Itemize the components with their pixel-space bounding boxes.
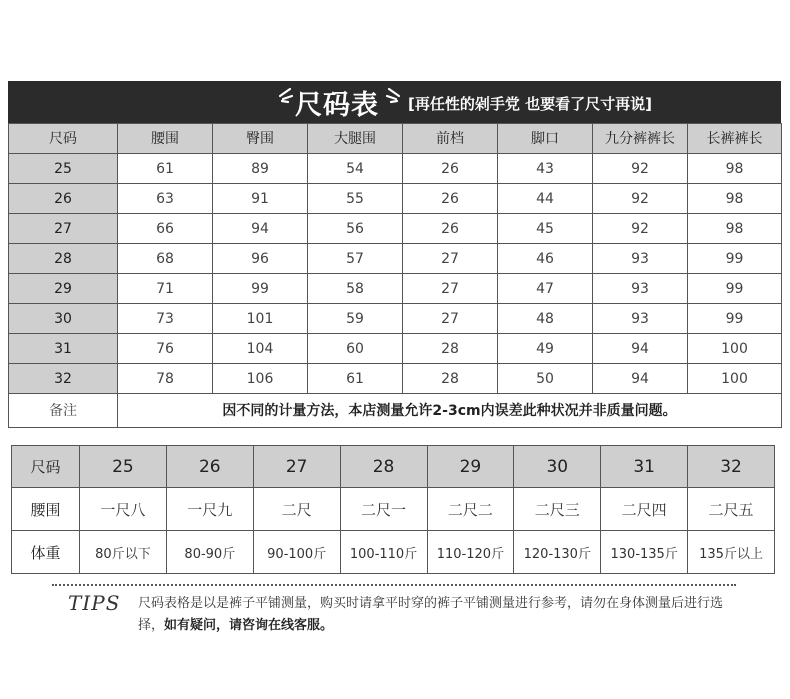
size-row [9, 304, 782, 334]
measure-cell: 91 [213, 184, 308, 214]
waist-cell: 二尺三 [514, 488, 601, 531]
size-row [12, 446, 775, 488]
measure-cell: 106 [213, 364, 308, 394]
measure-cell: 100 [688, 364, 782, 394]
header-cell: 脚口 [498, 124, 593, 154]
measure-cell: 78 [118, 364, 213, 394]
size-cell: 27 [253, 446, 340, 488]
weight-cell: 80斤以下 [80, 531, 167, 574]
size-cell: 26 [166, 446, 253, 488]
measure-cell: 99 [688, 304, 782, 334]
size-row [9, 244, 782, 274]
size-table [8, 123, 782, 428]
measure-cell: 94 [593, 364, 688, 394]
measure-cell: 73 [118, 304, 213, 334]
header-cell: 大腿围 [308, 124, 403, 154]
measure-cell: 61 [118, 154, 213, 184]
tips-label: TIPS [68, 591, 121, 615]
waist-row-label: 腰围 [12, 488, 80, 531]
measure-cell: 101 [213, 304, 308, 334]
size-table-header [9, 124, 782, 154]
measure-cell: 26 [403, 154, 498, 184]
measure-cell: 92 [593, 154, 688, 184]
size-cell: 31 [9, 334, 118, 364]
size-cell: 32 [9, 364, 118, 394]
measure-cell: 26 [403, 184, 498, 214]
measure-cell: 27 [403, 244, 498, 274]
measure-cell: 99 [213, 274, 308, 304]
dotted-divider [52, 584, 736, 586]
measure-cell: 76 [118, 334, 213, 364]
measure-cell: 47 [498, 274, 593, 304]
size-cell: 25 [9, 154, 118, 184]
measure-cell: 100 [688, 334, 782, 364]
header-cell: 尺码 [9, 124, 118, 154]
size-row [9, 364, 782, 394]
note-row [9, 394, 782, 428]
banner-title: 尺码表 [295, 90, 379, 121]
measure-cell: 93 [593, 244, 688, 274]
header-cell: 九分裤裤长 [593, 124, 688, 154]
measure-cell: 49 [498, 334, 593, 364]
waist-cell: 二尺四 [601, 488, 688, 531]
size-row-label: 尺码 [12, 446, 80, 488]
tips-contact: 如有疑问，请咨询在线客服。 [164, 618, 334, 633]
measure-cell: 92 [593, 214, 688, 244]
size-cell: 31 [601, 446, 688, 488]
size-cell: 30 [514, 446, 601, 488]
measure-cell: 54 [308, 154, 403, 184]
measure-cell: 48 [498, 304, 593, 334]
weight-cell: 130-135斤 [601, 531, 688, 574]
size-cell: 27 [9, 214, 118, 244]
sparkle-left-icon [274, 87, 294, 107]
tips-text [138, 593, 748, 637]
measure-cell: 44 [498, 184, 593, 214]
measure-cell: 89 [213, 154, 308, 184]
measure-cell: 96 [213, 244, 308, 274]
measure-cell: 98 [688, 184, 782, 214]
measure-cell: 98 [688, 154, 782, 184]
measure-cell: 57 [308, 244, 403, 274]
waist-cell: 一尺八 [80, 488, 167, 531]
measure-cell: 98 [688, 214, 782, 244]
header-cell: 臀围 [213, 124, 308, 154]
size-row [9, 334, 782, 364]
measure-cell: 50 [498, 364, 593, 394]
measure-cell: 46 [498, 244, 593, 274]
measure-cell: 99 [688, 274, 782, 304]
size-cell: 32 [688, 446, 775, 488]
measure-cell: 58 [308, 274, 403, 304]
waist-cell: 二尺二 [427, 488, 514, 531]
size-row [9, 184, 782, 214]
measure-cell: 92 [593, 184, 688, 214]
measure-cell: 63 [118, 184, 213, 214]
sparkle-right-icon [385, 87, 405, 107]
measure-cell: 26 [403, 214, 498, 244]
waist-cell: 二尺 [253, 488, 340, 531]
measure-cell: 66 [118, 214, 213, 244]
measure-cell: 93 [593, 274, 688, 304]
size-cell: 29 [9, 274, 118, 304]
size-row [9, 214, 782, 244]
size-cell: 25 [80, 446, 167, 488]
waist-cell: 二尺一 [340, 488, 427, 531]
weight-cell: 90-100斤 [253, 531, 340, 574]
note-label: 备注 [9, 394, 118, 428]
tips-body: 尺码表格是以是裤子平铺测量，购买时请拿平时穿的裤子平铺测量进行参考，请勿在身体测量后进行选择， [138, 596, 724, 633]
measure-cell: 45 [498, 214, 593, 244]
waist-row [12, 488, 775, 531]
measure-cell: 61 [308, 364, 403, 394]
size-row [9, 154, 782, 184]
waist-cell: 一尺九 [166, 488, 253, 531]
size-cell: 26 [9, 184, 118, 214]
weight-cell: 120-130斤 [514, 531, 601, 574]
waist-cell: 二尺五 [688, 488, 775, 531]
header-cell: 长裤裤长 [688, 124, 782, 154]
weight-row [12, 531, 775, 574]
weight-cell: 135斤以上 [688, 531, 775, 574]
title-banner [8, 81, 781, 123]
measure-cell: 94 [213, 214, 308, 244]
note-text: 因不同的计量方法，本店测量允许2-3cm内误差此种状况并非质量问题。 [118, 394, 782, 428]
measure-cell: 99 [688, 244, 782, 274]
size-cell: 28 [9, 244, 118, 274]
header-cell: 腰围 [118, 124, 213, 154]
measure-cell: 93 [593, 304, 688, 334]
measure-cell: 104 [213, 334, 308, 364]
measure-cell: 43 [498, 154, 593, 184]
size-row [9, 274, 782, 304]
measure-cell: 27 [403, 304, 498, 334]
measure-cell: 28 [403, 334, 498, 364]
size-cell: 29 [427, 446, 514, 488]
measure-cell: 28 [403, 364, 498, 394]
measure-cell: 60 [308, 334, 403, 364]
measure-cell: 27 [403, 274, 498, 304]
measure-cell: 59 [308, 304, 403, 334]
size-cell: 28 [340, 446, 427, 488]
measure-cell: 94 [593, 334, 688, 364]
size-cell: 30 [9, 304, 118, 334]
measure-cell: 68 [118, 244, 213, 274]
banner-subtitle: [再任性的剁手党 也要看了尺寸再说] [408, 95, 652, 113]
weight-table [11, 445, 775, 574]
measure-cell: 56 [308, 214, 403, 244]
weight-cell: 110-120斤 [427, 531, 514, 574]
weight-cell: 100-110斤 [340, 531, 427, 574]
measure-cell: 71 [118, 274, 213, 304]
header-cell: 前档 [403, 124, 498, 154]
weight-cell: 80-90斤 [166, 531, 253, 574]
measure-cell: 55 [308, 184, 403, 214]
weight-row-label: 体重 [12, 531, 80, 574]
